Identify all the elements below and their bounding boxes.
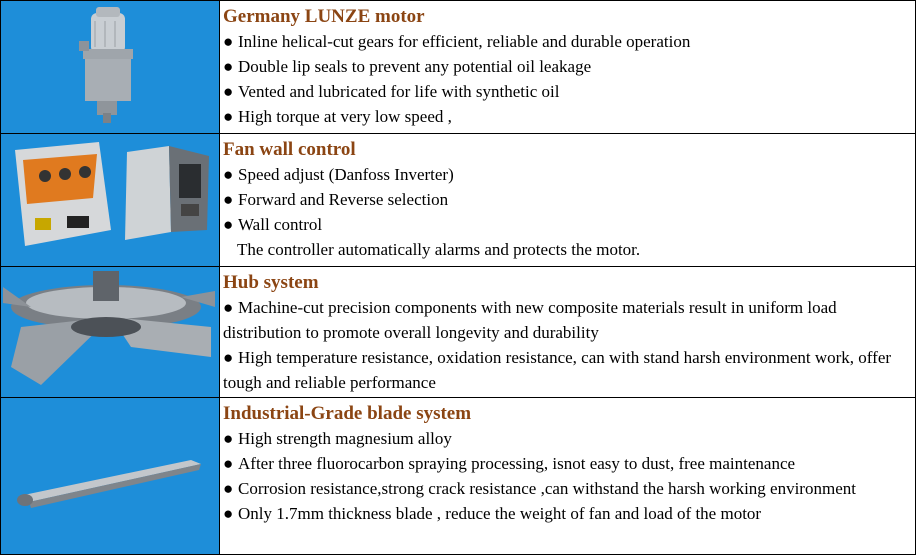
bullet-line: ● Speed adjust (Danfoss Inverter) <box>223 165 454 184</box>
bullet-line: ● Double lip seals to prevent any potential oil leakage <box>223 57 592 76</box>
control-text <box>220 134 915 266</box>
bullet-line: ● Only 1.7mm thickness blade , reduce the weight of fan and load of the motor <box>223 504 762 523</box>
feature-row-control <box>1 134 915 267</box>
bullet-line: ● Vented and lubricated for life with synthetic oil <box>223 82 560 101</box>
bullet-line: ● High torque at very low speed , <box>223 107 452 126</box>
feature-row-blade <box>1 398 915 554</box>
bullet-line: ● After three fluorocarbon spraying processing, isnot easy to dust, free maintenance <box>223 454 796 473</box>
row-title: Germany LUNZE motor <box>223 6 425 27</box>
bullet-line: ● Machine-cut precision components with new composite materials result in uniform load distribution to promote overall longevity and durability <box>223 298 837 342</box>
blade-text <box>220 398 915 554</box>
hub-image <box>1 267 220 397</box>
blade-image <box>1 398 220 554</box>
feature-row-motor <box>1 1 915 134</box>
motor-image <box>1 1 220 133</box>
feature-row-hub <box>1 267 915 398</box>
bullet-line: ● Forward and Reverse selection <box>223 190 449 209</box>
bullet-line: ● Corrosion resistance,strong crack resistance ,can withstand the harsh working environment <box>223 479 856 498</box>
bullet-line: ● Inline helical-cut gears for efficient, reliable and durable operation <box>223 32 691 51</box>
row-title: Fan wall control <box>223 139 356 160</box>
row-title: Industrial-Grade blade system <box>223 403 472 424</box>
row-title: Hub system <box>223 272 319 293</box>
motor-text <box>220 1 915 133</box>
bullet-line: ● High strength magnesium alloy <box>223 429 452 448</box>
hub-text <box>220 267 915 397</box>
note-line: The controller automatically alarms and protects the motor. <box>237 240 641 259</box>
bullet-line: ● Wall control <box>223 215 323 234</box>
bullet-line: ● High temperature resistance, oxidation resistance, can with stand harsh environment work, offer tough and reliable performance <box>223 348 892 392</box>
control-box-image <box>1 134 220 266</box>
